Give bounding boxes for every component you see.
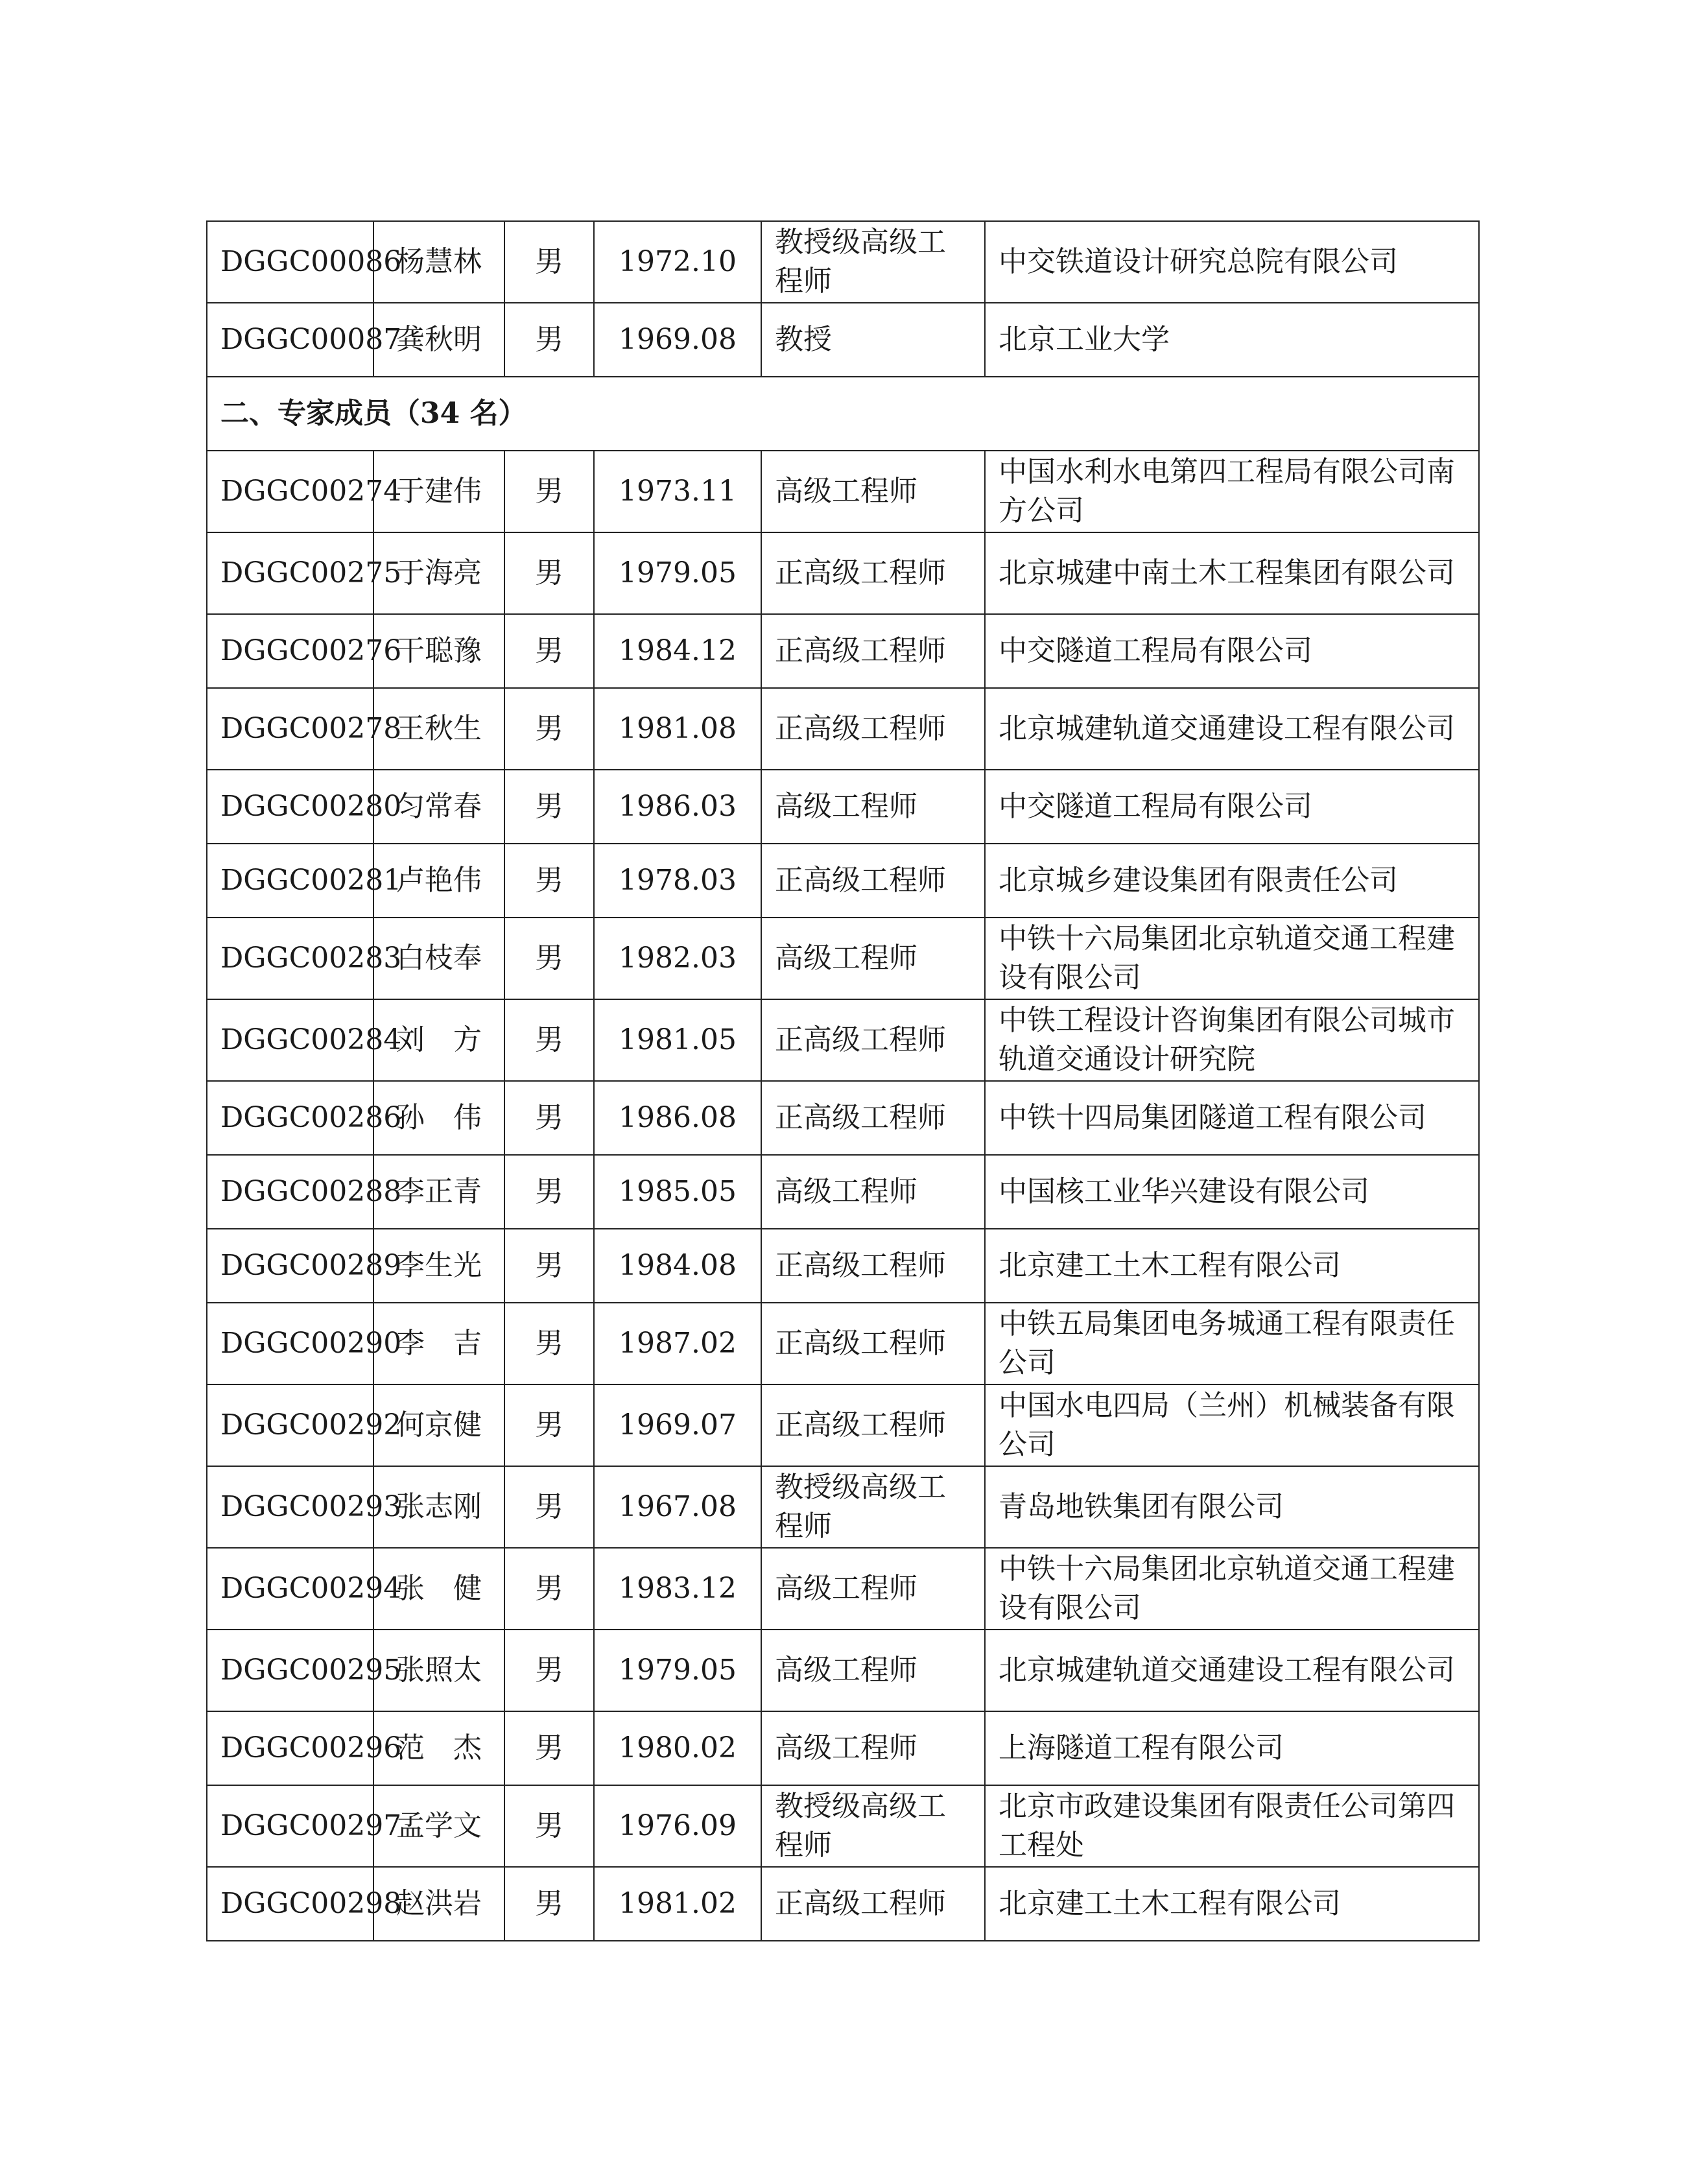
expert-org-cell: 北京建工土木工程有限公司 bbox=[985, 1867, 1479, 1941]
expert-sex-cell: 男 bbox=[504, 1548, 594, 1630]
table-row bbox=[207, 1630, 1479, 1711]
expert-name-cell: 于建伟 bbox=[373, 451, 504, 532]
expert-id-cell: DGGC00288 bbox=[207, 1155, 373, 1229]
expert-id-cell: DGGC00280 bbox=[207, 770, 373, 844]
expert-name-cell: 张志刚 bbox=[373, 1466, 504, 1548]
expert-name-cell: 张 健 bbox=[373, 1548, 504, 1630]
expert-org-cell: 北京城建轨道交通建设工程有限公司 bbox=[985, 688, 1479, 770]
expert-sex-cell: 男 bbox=[504, 999, 594, 1081]
table-row bbox=[207, 1229, 1479, 1303]
expert-title-cell: 正高级工程师 bbox=[761, 1229, 985, 1303]
expert-org-cell: 中国水电四局（兰州）机械装备有限公司 bbox=[985, 1384, 1479, 1466]
expert-title-cell: 正高级工程师 bbox=[761, 999, 985, 1081]
expert-title-cell: 高级工程师 bbox=[761, 770, 985, 844]
table-row bbox=[207, 1548, 1479, 1630]
expert-sex-cell: 男 bbox=[504, 688, 594, 770]
expert-sex-cell: 男 bbox=[504, 532, 594, 614]
expert-name-cell: 范 杰 bbox=[373, 1711, 504, 1785]
table-row bbox=[207, 688, 1479, 770]
table-row bbox=[207, 614, 1479, 688]
expert-id-cell: DGGC00281 bbox=[207, 844, 373, 918]
section-title: 二、专家成员（34 名） bbox=[207, 377, 1479, 451]
table-row bbox=[207, 532, 1479, 614]
expert-name-cell: 于海亮 bbox=[373, 532, 504, 614]
table-row bbox=[207, 1155, 1479, 1229]
expert-sex-cell: 男 bbox=[504, 1466, 594, 1548]
expert-birth-cell: 1985.05 bbox=[594, 1155, 761, 1229]
expert-birth-cell: 1979.05 bbox=[594, 1630, 761, 1711]
expert-title-cell: 高级工程师 bbox=[761, 1548, 985, 1630]
expert-org-cell: 中铁十六局集团北京轨道交通工程建设有限公司 bbox=[985, 1548, 1479, 1630]
expert-birth-cell: 1981.05 bbox=[594, 999, 761, 1081]
table-row bbox=[207, 1384, 1479, 1466]
expert-sex-cell: 男 bbox=[504, 918, 594, 999]
expert-org-cell: 北京建工土木工程有限公司 bbox=[985, 1229, 1479, 1303]
expert-title-cell: 正高级工程师 bbox=[761, 1081, 985, 1155]
expert-org-cell: 中交隧道工程局有限公司 bbox=[985, 614, 1479, 688]
expert-title-cell: 高级工程师 bbox=[761, 1630, 985, 1711]
expert-birth-cell: 1969.08 bbox=[594, 303, 761, 377]
expert-name-cell: 李正青 bbox=[373, 1155, 504, 1229]
expert-title-cell: 正高级工程师 bbox=[761, 1867, 985, 1941]
expert-id-cell: DGGC00296 bbox=[207, 1711, 373, 1785]
expert-org-cell: 北京城建中南土木工程集团有限公司 bbox=[985, 532, 1479, 614]
expert-id-cell: DGGC00298 bbox=[207, 1867, 373, 1941]
expert-id-cell: DGGC00274 bbox=[207, 451, 373, 532]
expert-title-cell: 教授级高级工程师 bbox=[761, 221, 985, 303]
expert-sex-cell: 男 bbox=[504, 303, 594, 377]
table-row bbox=[207, 1081, 1479, 1155]
expert-org-cell: 北京工业大学 bbox=[985, 303, 1479, 377]
expert-birth-cell: 1976.09 bbox=[594, 1785, 761, 1867]
expert-title-cell: 高级工程师 bbox=[761, 918, 985, 999]
expert-id-cell: DGGC00087 bbox=[207, 303, 373, 377]
expert-name-cell: 张照太 bbox=[373, 1630, 504, 1711]
table-row bbox=[207, 1303, 1479, 1384]
expert-name-cell: 王秋生 bbox=[373, 688, 504, 770]
expert-title-cell: 正高级工程师 bbox=[761, 614, 985, 688]
expert-id-cell: DGGC00276 bbox=[207, 614, 373, 688]
expert-sex-cell: 男 bbox=[504, 1867, 594, 1941]
expert-id-cell: DGGC00283 bbox=[207, 918, 373, 999]
expert-sex-cell: 男 bbox=[504, 770, 594, 844]
expert-title-cell: 正高级工程师 bbox=[761, 844, 985, 918]
table-row bbox=[207, 999, 1479, 1081]
expert-id-cell: DGGC00293 bbox=[207, 1466, 373, 1548]
expert-birth-cell: 1973.11 bbox=[594, 451, 761, 532]
table-row bbox=[207, 451, 1479, 532]
table-row bbox=[207, 770, 1479, 844]
expert-name-cell: 李 吉 bbox=[373, 1303, 504, 1384]
expert-org-cell: 中铁十六局集团北京轨道交通工程建设有限公司 bbox=[985, 918, 1479, 999]
table-row bbox=[207, 303, 1479, 377]
expert-id-cell: DGGC00278 bbox=[207, 688, 373, 770]
expert-birth-cell: 1984.08 bbox=[594, 1229, 761, 1303]
expert-org-cell: 中国水利水电第四工程局有限公司南方公司 bbox=[985, 451, 1479, 532]
expert-title-cell: 正高级工程师 bbox=[761, 532, 985, 614]
expert-title-cell: 正高级工程师 bbox=[761, 1303, 985, 1384]
expert-title-cell: 高级工程师 bbox=[761, 1711, 985, 1785]
expert-name-cell: 龚秋明 bbox=[373, 303, 504, 377]
expert-name-cell: 卢艳伟 bbox=[373, 844, 504, 918]
expert-title-cell: 正高级工程师 bbox=[761, 1384, 985, 1466]
expert-id-cell: DGGC00284 bbox=[207, 999, 373, 1081]
expert-org-cell: 中交隧道工程局有限公司 bbox=[985, 770, 1479, 844]
table-row bbox=[207, 1785, 1479, 1867]
expert-name-cell: 白枝奉 bbox=[373, 918, 504, 999]
expert-name-cell: 赵洪岩 bbox=[373, 1867, 504, 1941]
expert-name-cell: 杨慧林 bbox=[373, 221, 504, 303]
expert-roster-table bbox=[206, 220, 1480, 1941]
expert-birth-cell: 1984.12 bbox=[594, 614, 761, 688]
expert-org-cell: 中铁十四局集团隧道工程有限公司 bbox=[985, 1081, 1479, 1155]
expert-org-cell: 中国核工业华兴建设有限公司 bbox=[985, 1155, 1479, 1229]
expert-id-cell: DGGC00289 bbox=[207, 1229, 373, 1303]
expert-name-cell: 何京健 bbox=[373, 1384, 504, 1466]
expert-sex-cell: 男 bbox=[504, 844, 594, 918]
expert-id-cell: DGGC00275 bbox=[207, 532, 373, 614]
expert-title-cell: 教授级高级工程师 bbox=[761, 1785, 985, 1867]
table-row bbox=[207, 1466, 1479, 1548]
expert-sex-cell: 男 bbox=[504, 1384, 594, 1466]
expert-birth-cell: 1981.08 bbox=[594, 688, 761, 770]
table-row bbox=[207, 221, 1479, 303]
expert-org-cell: 北京市政建设集团有限责任公司第四工程处 bbox=[985, 1785, 1479, 1867]
expert-birth-cell: 1967.08 bbox=[594, 1466, 761, 1548]
table-row bbox=[207, 918, 1479, 999]
expert-birth-cell: 1979.05 bbox=[594, 532, 761, 614]
expert-sex-cell: 男 bbox=[504, 1155, 594, 1229]
expert-name-cell: 刘 方 bbox=[373, 999, 504, 1081]
table-row bbox=[207, 1711, 1479, 1785]
table-row bbox=[207, 1867, 1479, 1941]
expert-sex-cell: 男 bbox=[504, 1711, 594, 1785]
expert-birth-cell: 1980.02 bbox=[594, 1711, 761, 1785]
expert-name-cell: 匀常春 bbox=[373, 770, 504, 844]
expert-birth-cell: 1972.10 bbox=[594, 221, 761, 303]
expert-sex-cell: 男 bbox=[504, 451, 594, 532]
expert-org-cell: 青岛地铁集团有限公司 bbox=[985, 1466, 1479, 1548]
expert-id-cell: DGGC00086 bbox=[207, 221, 373, 303]
expert-id-cell: DGGC00297 bbox=[207, 1785, 373, 1867]
expert-sex-cell: 男 bbox=[504, 1081, 594, 1155]
expert-birth-cell: 1986.03 bbox=[594, 770, 761, 844]
expert-sex-cell: 男 bbox=[504, 1229, 594, 1303]
expert-birth-cell: 1987.02 bbox=[594, 1303, 761, 1384]
expert-birth-cell: 1986.08 bbox=[594, 1081, 761, 1155]
expert-sex-cell: 男 bbox=[504, 1785, 594, 1867]
expert-sex-cell: 男 bbox=[504, 1630, 594, 1711]
expert-title-cell: 教授级高级工程师 bbox=[761, 1466, 985, 1548]
expert-title-cell: 教授 bbox=[761, 303, 985, 377]
roster-rows-before bbox=[207, 221, 1479, 377]
expert-id-cell: DGGC00294 bbox=[207, 1548, 373, 1630]
expert-org-cell: 上海隧道工程有限公司 bbox=[985, 1711, 1479, 1785]
expert-id-cell: DGGC00292 bbox=[207, 1384, 373, 1466]
expert-org-cell: 北京城建轨道交通建设工程有限公司 bbox=[985, 1630, 1479, 1711]
expert-sex-cell: 男 bbox=[504, 1303, 594, 1384]
expert-id-cell: DGGC00286 bbox=[207, 1081, 373, 1155]
expert-title-cell: 高级工程师 bbox=[761, 451, 985, 532]
expert-id-cell: DGGC00290 bbox=[207, 1303, 373, 1384]
expert-org-cell: 北京城乡建设集团有限责任公司 bbox=[985, 844, 1479, 918]
roster-section bbox=[207, 377, 1479, 451]
expert-org-cell: 中铁五局集团电务城通工程有限责任公司 bbox=[985, 1303, 1479, 1384]
expert-title-cell: 高级工程师 bbox=[761, 1155, 985, 1229]
expert-sex-cell: 男 bbox=[504, 221, 594, 303]
expert-name-cell: 干聪豫 bbox=[373, 614, 504, 688]
expert-name-cell: 孙 伟 bbox=[373, 1081, 504, 1155]
expert-birth-cell: 1978.03 bbox=[594, 844, 761, 918]
expert-name-cell: 李生光 bbox=[373, 1229, 504, 1303]
document-page bbox=[206, 220, 1478, 1941]
expert-name-cell: 孟学文 bbox=[373, 1785, 504, 1867]
expert-birth-cell: 1982.03 bbox=[594, 918, 761, 999]
expert-birth-cell: 1981.02 bbox=[594, 1867, 761, 1941]
roster-rows-after bbox=[207, 451, 1479, 1941]
expert-org-cell: 中铁工程设计咨询集团有限公司城市轨道交通设计研究院 bbox=[985, 999, 1479, 1081]
section-header-row bbox=[207, 377, 1479, 451]
table-row bbox=[207, 844, 1479, 918]
expert-org-cell: 中交铁道设计研究总院有限公司 bbox=[985, 221, 1479, 303]
expert-sex-cell: 男 bbox=[504, 614, 594, 688]
expert-birth-cell: 1983.12 bbox=[594, 1548, 761, 1630]
expert-id-cell: DGGC00295 bbox=[207, 1630, 373, 1711]
expert-title-cell: 正高级工程师 bbox=[761, 688, 985, 770]
expert-birth-cell: 1969.07 bbox=[594, 1384, 761, 1466]
